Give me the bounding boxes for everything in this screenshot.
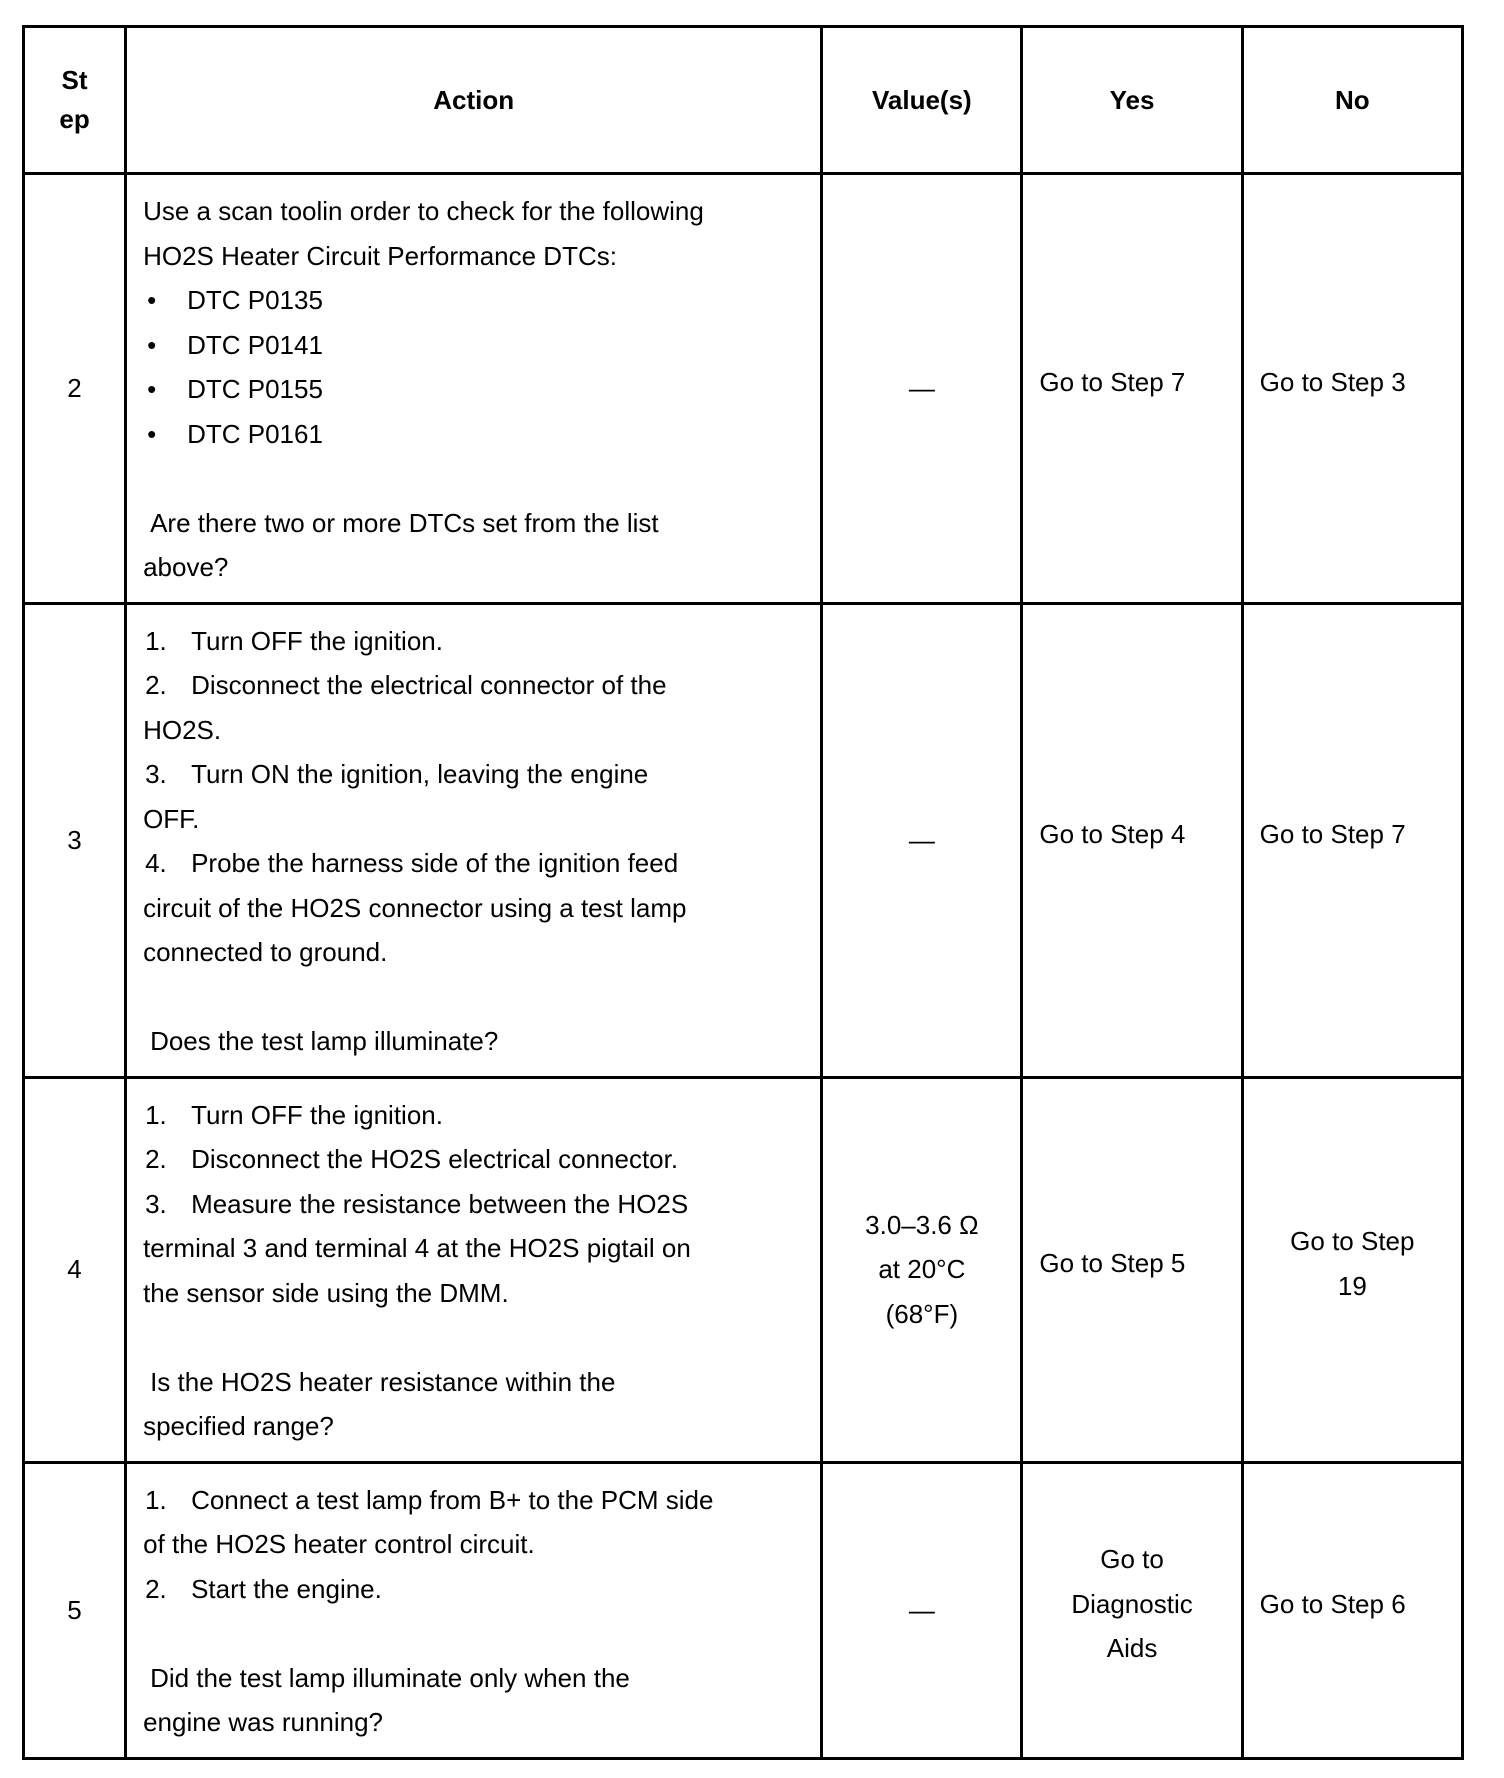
question-text: specified range? [143, 1411, 334, 1441]
no-link[interactable]: Go to Step 7 [1259, 818, 1406, 849]
value-cell [822, 1462, 1022, 1758]
item-number: 2. [145, 1573, 167, 1604]
list-item-text: circuit of the HO2S connector using a test lamp [143, 892, 687, 923]
yes-cell [1022, 1077, 1242, 1462]
question-text: Are there two or more DTCs set from the list [150, 507, 659, 538]
value-text: 3.0–3.6 Ω [865, 1209, 979, 1240]
bullet-icon: • [147, 285, 157, 315]
item-number: 2. [145, 670, 167, 700]
list-item [143, 1478, 804, 1523]
item-number: 3. [145, 759, 167, 789]
list-item-text: Turn OFF the ignition. [191, 625, 443, 656]
value-cell [822, 174, 1022, 604]
step-number: 5 [24, 1462, 126, 1758]
list-item-text: Probe the harness side of the ignition feed [191, 848, 679, 878]
action-text: Use a scan toolin order to check for the following [143, 196, 704, 226]
list-item [143, 278, 804, 323]
table-row-step-4 [24, 1077, 1463, 1462]
question-text: engine was running? [143, 1707, 384, 1737]
item-number: 4. [145, 848, 167, 878]
question-text: Did the test lamp illuminate only when the [150, 1662, 630, 1693]
yes-link[interactable]: Go to Step 4 [1039, 818, 1186, 849]
step-number: 2 [24, 174, 126, 604]
diagnostic-table-container [22, 25, 1464, 1760]
no-link[interactable]: Go to Step 6 [1259, 1588, 1406, 1619]
item-number: 2. [145, 1144, 167, 1174]
yes-link[interactable]: Go to Step 5 [1039, 1248, 1186, 1279]
list-item-text: Disconnect the HO2S electrical connector. [191, 1144, 679, 1174]
yes-cell [1022, 1462, 1242, 1758]
yes-link-text: Diagnostic [1071, 1588, 1193, 1619]
list-item-text: connected to ground. [143, 937, 388, 967]
step-number: 3 [24, 603, 126, 1077]
bullet-icon: • [147, 418, 157, 449]
list-item-text: Turn OFF the ignition. [191, 1099, 443, 1130]
list-item-text: DTC P0161 [187, 418, 323, 449]
value-text: — [908, 824, 935, 855]
list-item-text: Start the engine. [191, 1573, 382, 1604]
no-cell [1242, 1077, 1462, 1462]
value-cell [822, 1077, 1022, 1462]
yes-cell [1022, 174, 1242, 604]
list-item [143, 1137, 804, 1182]
value-text: (68°F) [885, 1298, 959, 1329]
header-step-line1: St [61, 65, 88, 95]
list-item [143, 619, 804, 664]
value-cell [822, 603, 1022, 1077]
list-item-text: HO2S. [143, 714, 222, 745]
list-item [143, 1093, 804, 1138]
list-item-text: DTC P0141 [187, 329, 323, 360]
item-number: 1. [145, 625, 167, 656]
action-cell [126, 1077, 822, 1462]
table-row-step-2 [24, 174, 1463, 604]
list-item-text: of the HO2S heater control circuit. [143, 1529, 535, 1559]
header-step-line2: ep [59, 104, 90, 134]
no-cell [1242, 1462, 1462, 1758]
list-item-text: Turn ON the ignition, leaving the engine [191, 759, 649, 789]
list-item [143, 1182, 804, 1227]
list-item-text: Measure the resistance between the HO2S [191, 1188, 689, 1219]
list-item-text: terminal 3 and terminal 4 at the HO2S pigtail on [143, 1233, 691, 1263]
header-no: No [1242, 27, 1462, 174]
table-header-row [24, 27, 1463, 174]
header-values: Value(s) [822, 27, 1022, 174]
list-item [143, 841, 804, 886]
header-step [24, 27, 126, 174]
yes-link[interactable] [1023, 1537, 1240, 1683]
value-text: — [908, 373, 935, 403]
yes-cell [1022, 603, 1242, 1077]
no-link[interactable] [1244, 1219, 1461, 1320]
question-text: above? [143, 552, 229, 582]
list-item-text: DTC P0135 [187, 285, 323, 315]
list-item [143, 412, 804, 457]
yes-link-text: Go to [1100, 1544, 1164, 1575]
no-cell [1242, 603, 1462, 1077]
list-item [143, 1567, 804, 1612]
step-number: 4 [24, 1077, 126, 1462]
list-item [143, 752, 804, 797]
list-item-text: the sensor side using the DMM. [143, 1277, 509, 1308]
value-text: at 20°C [878, 1254, 966, 1285]
list-item [143, 323, 804, 368]
item-number: 1. [145, 1099, 167, 1130]
no-link-text: 19 [1337, 1270, 1367, 1301]
action-cell [126, 1462, 822, 1758]
bullet-icon: • [147, 374, 157, 404]
no-link-text: Go to Step [1290, 1226, 1415, 1256]
action-cell [126, 174, 822, 604]
yes-link[interactable]: Go to Step 7 [1039, 367, 1186, 397]
item-number: 3. [145, 1188, 167, 1219]
list-item-text: OFF. [143, 803, 200, 834]
question-text: Does the test lamp illuminate? [150, 1026, 499, 1056]
bullet-icon: • [147, 329, 157, 360]
item-number: 1. [145, 1484, 167, 1515]
value-text: — [908, 1594, 935, 1625]
header-action: Action [126, 27, 822, 174]
list-item [143, 367, 804, 412]
question-text: Is the HO2S heater resistance within the [150, 1366, 616, 1397]
no-cell [1242, 174, 1462, 604]
yes-link-text: Aids [1106, 1633, 1158, 1664]
no-link[interactable]: Go to Step 3 [1259, 367, 1406, 397]
table-row-step-3 [24, 603, 1463, 1077]
list-item-text: DTC P0155 [187, 374, 323, 404]
table-row-step-5 [24, 1462, 1463, 1758]
action-text: HO2S Heater Circuit Performance DTCs: [143, 240, 617, 271]
list-item [143, 663, 804, 708]
action-cell [126, 603, 822, 1077]
list-item-text: Connect a test lamp from B+ to the PCM side [191, 1484, 714, 1515]
header-yes: Yes [1022, 27, 1242, 174]
list-item-text: Disconnect the electrical connector of the [191, 670, 667, 700]
diagnostic-table [22, 25, 1464, 1760]
